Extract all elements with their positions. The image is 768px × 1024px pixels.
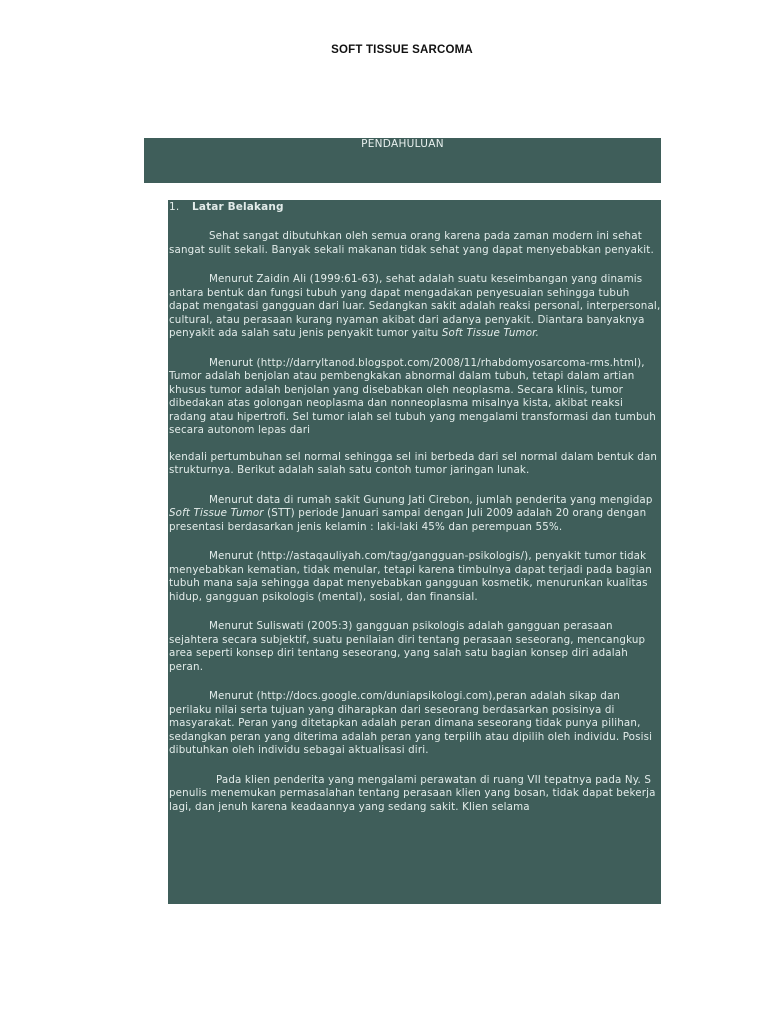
paragraph-5-text-a: Menurut data di rumah sakit Gunung Jati Cirebon, jumlah penderita yang mengidap: [209, 493, 653, 506]
paragraph-6: Menurut (http://astaqauliyah.com/tag/gangguan-psikologis/), penyakit tumor tidak menyebabkan kematian, tidak menular, tetapi karena timbulnya dapat terjadi pada bagian tubuh mana saja sehingga dapat menyebabkan gangguan kosmetik, menurunkan kualitas hidup, gangguan psikologis (mental), sosial, dan finansial.: [169, 550, 652, 603]
section-header-title: PENDAHULUAN: [361, 138, 444, 150]
paragraph-5-text-b: (STT) periode Januari sampai dengan Juli 2009 adalah 20 orang dengan presentasi berdasarkan jenis kelamin : laki-laki 45% dan perempuan 55%.: [169, 507, 647, 533]
paragraph-4: kendali pertumbuhan sel normal sehingga sel ini berbeda dari sel normal dalam bentuk dan strukturnya. Berikut adalah salah satu contoh tumor jaringan lunak.: [169, 450, 658, 476]
section-heading: [169, 200, 661, 214]
paragraph-9: Pada klien penderita yang mengalami perawatan di ruang VII tepatnya pada Ny. S penulis menemukan permasalahan tentang perasaan klien yang bosan, tidak dapat bekerja lagi, dan jenuh karena keadaannya yang sedang sakit. Klien selama: [169, 773, 656, 813]
content-panel: [168, 200, 661, 904]
paragraph-3: Menurut (http://darryltanod.blogspot.com/2008/11/rhabdomyosarcoma-rms.html), Tumor adalah benjolan atau pembengkakan abnormal dalam tubuh, tetapi dalam artian khusus tumor adalah benjolan yang disebabkan oleh neoplasma. Secara klinis, tumor dibedakan atas golongan neoplasma dan nonneoplasma misalnya kista, akibat reaksi radang atau hipertrofi. Sel tumor ialah sel tubuh yang mengalami transformasi dan tumbuh secara autonom lepas dari: [169, 356, 656, 436]
section-number: 1.: [169, 201, 180, 213]
paragraph-5: [169, 494, 661, 535]
section-header-panel: [144, 138, 661, 183]
paragraph-7: Menurut Suliswati (2005:3) gangguan psikologis adalah gangguan perasaan sejahtera secara subjektif, suatu penilaian diri tentang perasaan seseorang, mencangkup area seperti konsep diri tentang seseorang, yang salah satu bagian konsep diri adalah peran.: [169, 620, 646, 673]
content-body: [168, 200, 661, 814]
paragraph-2-text: Menurut Zaidin Ali (1999:61-63), sehat adalah suatu keseimbangan yang dinamis antara bentuk dan fungsi tubuh yang dapat mengadakan penyesuaian sehingga tubuh dapat mengatasi gangguan dari luar. Sedangkan sakit adalah reaksi personal, interpersonal, cultural, atau perasaan kurang nyaman akibat dari adanya penyakit. Diantara banyaknya penyakit ada salah satu jenis penyakit tumor yaitu: [169, 273, 661, 339]
italic-term-stt-1: Soft Tissue Tumor.: [441, 327, 539, 339]
paragraph-1: Sehat sangat dibutuhkan oleh semua orang karena pada zaman modern ini sehat sangat sulit sekali. Banyak sekali makanan tidak sehat yang dapat menyebabkan penyakit.: [169, 230, 654, 256]
document-title: SOFT TISSUE SARCOMA: [331, 44, 473, 56]
paragraph-2: [169, 273, 661, 341]
italic-term-stt-2: Soft Tissue Tumor: [169, 507, 264, 519]
paragraph-8: Menurut (http://docs.google.com/duniapsikologi.com),peran adalah sikap dan perilaku nilai serta tujuan yang diharapkan dari seseorang berdasarkan posisinya di masyarakat. Peran yang ditetapkan adalah peran dimana seseorang tidak punya pilihan, sedangkan peran yang diterima adalah peran yang terpilih atau dipilih oleh individu. Posisi dibutuhkan oleh individu sebagai aktualisasi diri.: [169, 690, 653, 756]
section-heading-text: Latar Belakang: [192, 201, 284, 213]
